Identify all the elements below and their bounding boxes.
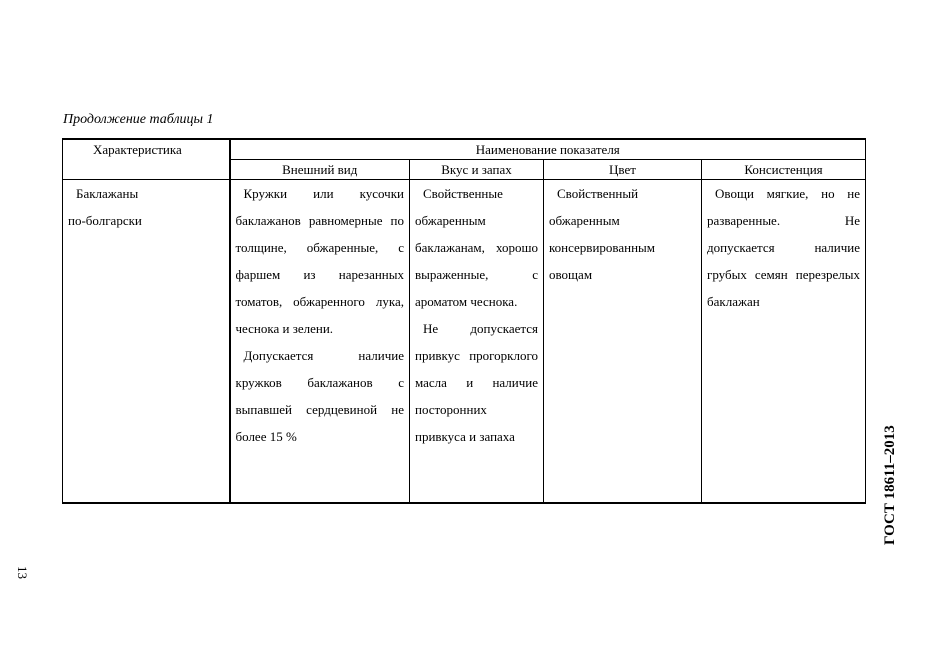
cell-taste-smell [410, 180, 544, 504]
appearance-paragraph: Допускается наличие кружков баклажанов с выпавшей сердцевиной не более 15 % [235, 348, 404, 444]
taste-smell-paragraph: Не допускается привкус прогорклого масла и наличие посторонних привкуса и запаха [415, 321, 538, 444]
subheader-taste-smell: Вкус и запах [410, 160, 544, 180]
standard-designation: ГОСТ 18611–2013 [882, 425, 898, 545]
page-number: 13 [15, 566, 30, 579]
characteristic-line: Баклажаны [76, 186, 139, 201]
table-caption: Продолжение таблицы 1 [63, 112, 214, 127]
cell-color [544, 180, 702, 504]
subheader-color: Цвет [544, 160, 702, 180]
table-header-row [63, 139, 866, 160]
subheader-consistency: Консистенция [702, 160, 866, 180]
cell-appearance [230, 180, 410, 504]
consistency-paragraph: Овощи мягкие, но не разваренные. Не допускается наличие грубых семян перезрелых баклажан [707, 186, 861, 309]
header-characteristic: Характеристика [63, 139, 230, 180]
cell-consistency [702, 180, 866, 504]
appearance-paragraph: Кружки или кусочки баклажанов равномерные по толщине, обжаренные, с фаршем из нарезанных томатов, обжаренного лука, чеснока и зелени. [235, 186, 404, 336]
table-row [63, 180, 866, 504]
taste-smell-paragraph: Свойственные обжаренным баклажанам, хорошо выраженные, с ароматом чеснока. [415, 186, 538, 309]
indicators-table [62, 138, 866, 504]
header-indicator-name: Наименование показателя [230, 139, 866, 160]
color-paragraph: Свойственный обжаренным консервированным овощам [549, 186, 656, 282]
characteristic-line: по-болгарски [68, 213, 142, 228]
subheader-appearance: Внешний вид [230, 160, 410, 180]
cell-characteristic [63, 180, 230, 504]
